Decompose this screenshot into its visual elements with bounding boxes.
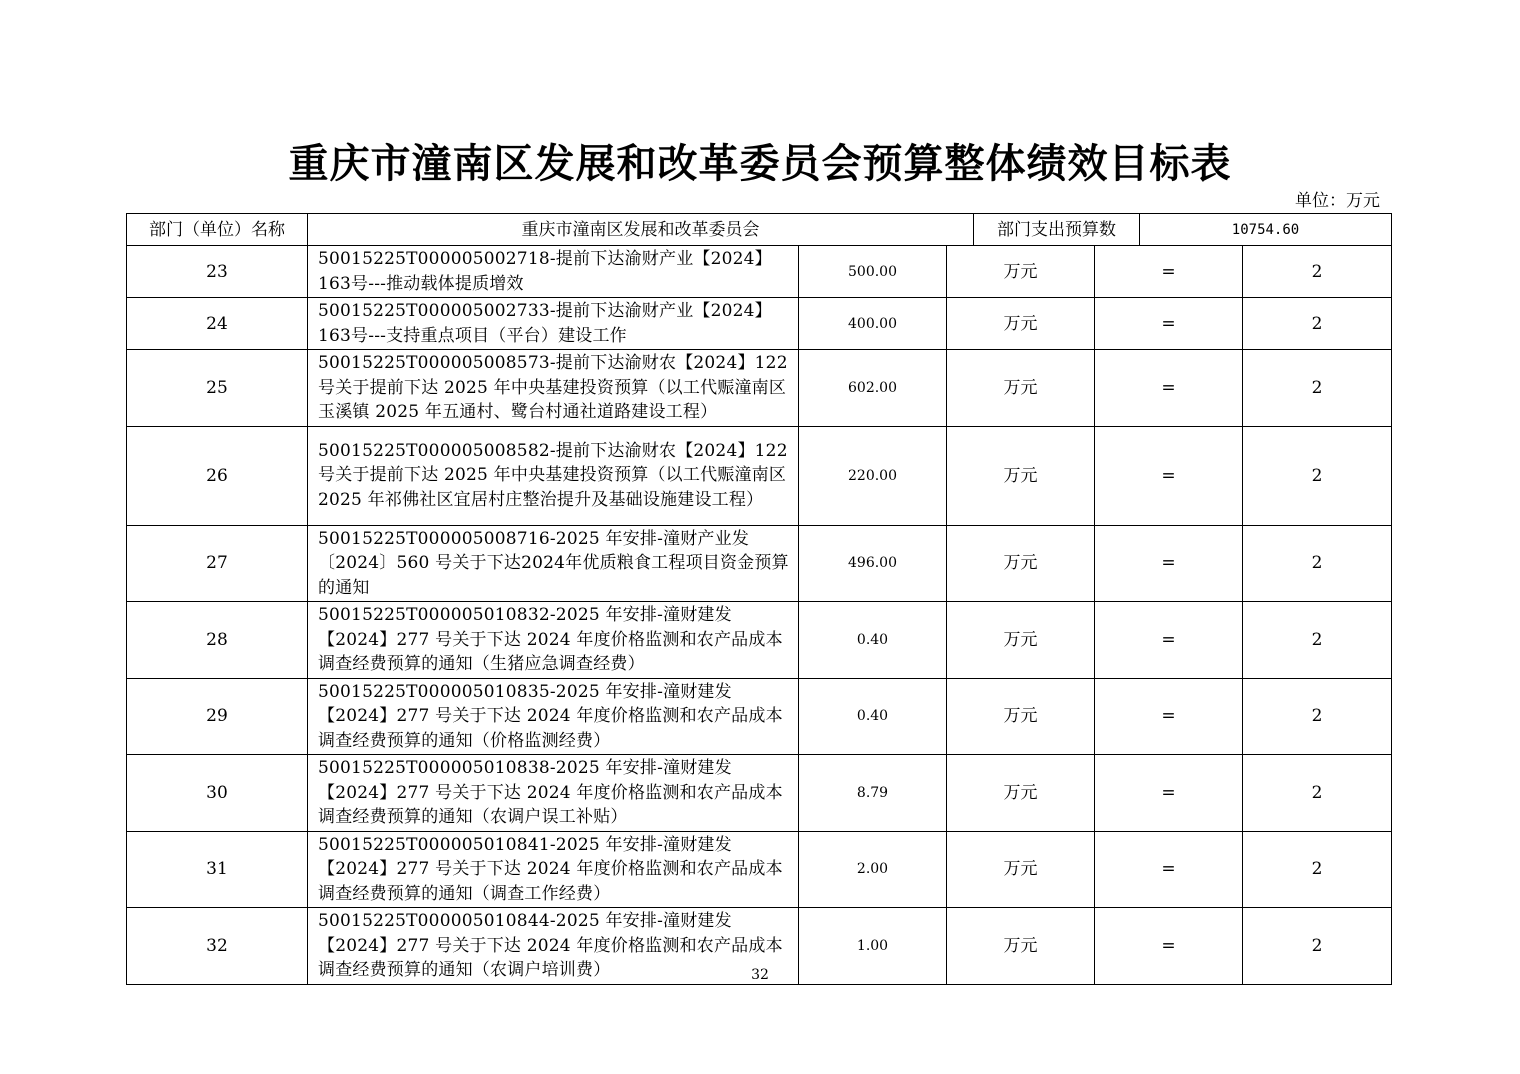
row-seq: 26 [127,426,308,525]
table-row [127,678,1392,755]
row-unit: 万元 [947,755,1095,832]
budget-label: 部门支出预算数 [974,214,1140,246]
header-table [126,213,1392,246]
row-unit: 万元 [947,246,1095,298]
row-seq: 32 [127,908,308,985]
row-operator: = [1095,298,1243,350]
table-row [127,755,1392,832]
table-row [127,831,1392,908]
row-operator: = [1095,678,1243,755]
row-unit: 万元 [947,602,1095,679]
row-unit: 万元 [947,831,1095,908]
row-amount: 0.40 [799,678,947,755]
row-seq: 25 [127,350,308,427]
table-row [127,525,1392,602]
row-operator: = [1095,755,1243,832]
row-unit: 万元 [947,678,1095,755]
table-row [127,298,1392,350]
row-amount: 8.79 [799,755,947,832]
row-unit: 万元 [947,350,1095,427]
row-operator: = [1095,350,1243,427]
row-amount: 0.40 [799,602,947,679]
row-amount: 500.00 [799,246,947,298]
row-weight: 2 [1243,755,1392,832]
row-unit: 万元 [947,908,1095,985]
row-amount: 400.00 [799,298,947,350]
row-weight: 2 [1243,908,1392,985]
row-amount: 2.00 [799,831,947,908]
row-seq: 27 [127,525,308,602]
row-unit: 万元 [947,426,1095,525]
row-description: 50015225T000005008716-2025 年安排-潼财产业发〔2024〕560 号关于下达2024年优质粮食工程项目资金预算的通知 [308,525,799,602]
row-operator: = [1095,246,1243,298]
row-amount: 1.00 [799,908,947,985]
row-operator: = [1095,831,1243,908]
row-seq: 30 [127,755,308,832]
row-unit: 万元 [947,298,1095,350]
dept-label: 部门（单位）名称 [127,214,308,246]
table-row [127,426,1392,525]
row-weight: 2 [1243,246,1392,298]
table-row [127,602,1392,679]
row-weight: 2 [1243,426,1392,525]
row-operator: = [1095,602,1243,679]
row-operator: = [1095,525,1243,602]
row-description: 50015225T000005010838-2025 年安排-潼财建发【2024】277 号关于下达 2024 年度价格监测和农产品成本调查经费预算的通知（农调户误工补贴） [308,755,799,832]
row-weight: 2 [1243,678,1392,755]
header-row [127,214,1392,246]
row-weight: 2 [1243,298,1392,350]
row-seq: 31 [127,831,308,908]
row-unit: 万元 [947,525,1095,602]
row-amount: 220.00 [799,426,947,525]
row-seq: 28 [127,602,308,679]
row-description: 50015225T000005008573-提前下达渝财农【2024】122 号关于提前下达 2025 年中央基建投资预算（以工代赈潼南区玉溪镇 2025 年五通村、鹭台村通社道路建设工程） [308,350,799,427]
row-weight: 2 [1243,831,1392,908]
row-amount: 602.00 [799,350,947,427]
row-description: 50015225T000005010835-2025 年安排-潼财建发【2024】277 号关于下达 2024 年度价格监测和农产品成本调查经费预算的通知（价格监测经费） [308,678,799,755]
row-description: 50015225T000005002718-提前下达渝财产业【2024】163号---推动载体提质增效 [308,246,799,298]
table-row [127,350,1392,427]
budget-value: 10754.60 [1140,214,1392,246]
row-description: 50015225T000005010832-2025 年安排-潼财建发【2024】277 号关于下达 2024 年度价格监测和农产品成本调查经费预算的通知（生猪应急调查经费） [308,602,799,679]
page-title: 重庆市潼南区发展和改革委员会预算整体绩效目标表 [288,140,1232,187]
row-description: 50015225T000005010844-2025 年安排-潼财建发【2024】277 号关于下达 2024 年度价格监测和农产品成本调查经费预算的通知（农调户培训费） [308,908,799,985]
row-operator: = [1095,908,1243,985]
row-weight: 2 [1243,525,1392,602]
page-number: 32 [751,967,769,983]
performance-table [126,245,1392,985]
row-description: 50015225T000005008582-提前下达渝财农【2024】122 号关于提前下达 2025 年中央基建投资预算（以工代赈潼南区 2025 年祁佛社区宜居村庄整治提升及基础设施建设工程） [308,426,799,525]
row-seq: 24 [127,298,308,350]
row-weight: 2 [1243,602,1392,679]
row-seq: 29 [127,678,308,755]
unit-label: 单位：万元 [1295,191,1380,211]
row-description: 50015225T000005010841-2025 年安排-潼财建发【2024】277 号关于下达 2024 年度价格监测和农产品成本调查经费预算的通知（调查工作经费） [308,831,799,908]
row-operator: = [1095,426,1243,525]
row-description: 50015225T000005002733-提前下达渝财产业【2024】163号---支持重点项目（平台）建设工作 [308,298,799,350]
row-amount: 496.00 [799,525,947,602]
dept-name: 重庆市潼南区发展和改革委员会 [308,214,974,246]
row-weight: 2 [1243,350,1392,427]
row-seq: 23 [127,246,308,298]
table-row [127,246,1392,298]
